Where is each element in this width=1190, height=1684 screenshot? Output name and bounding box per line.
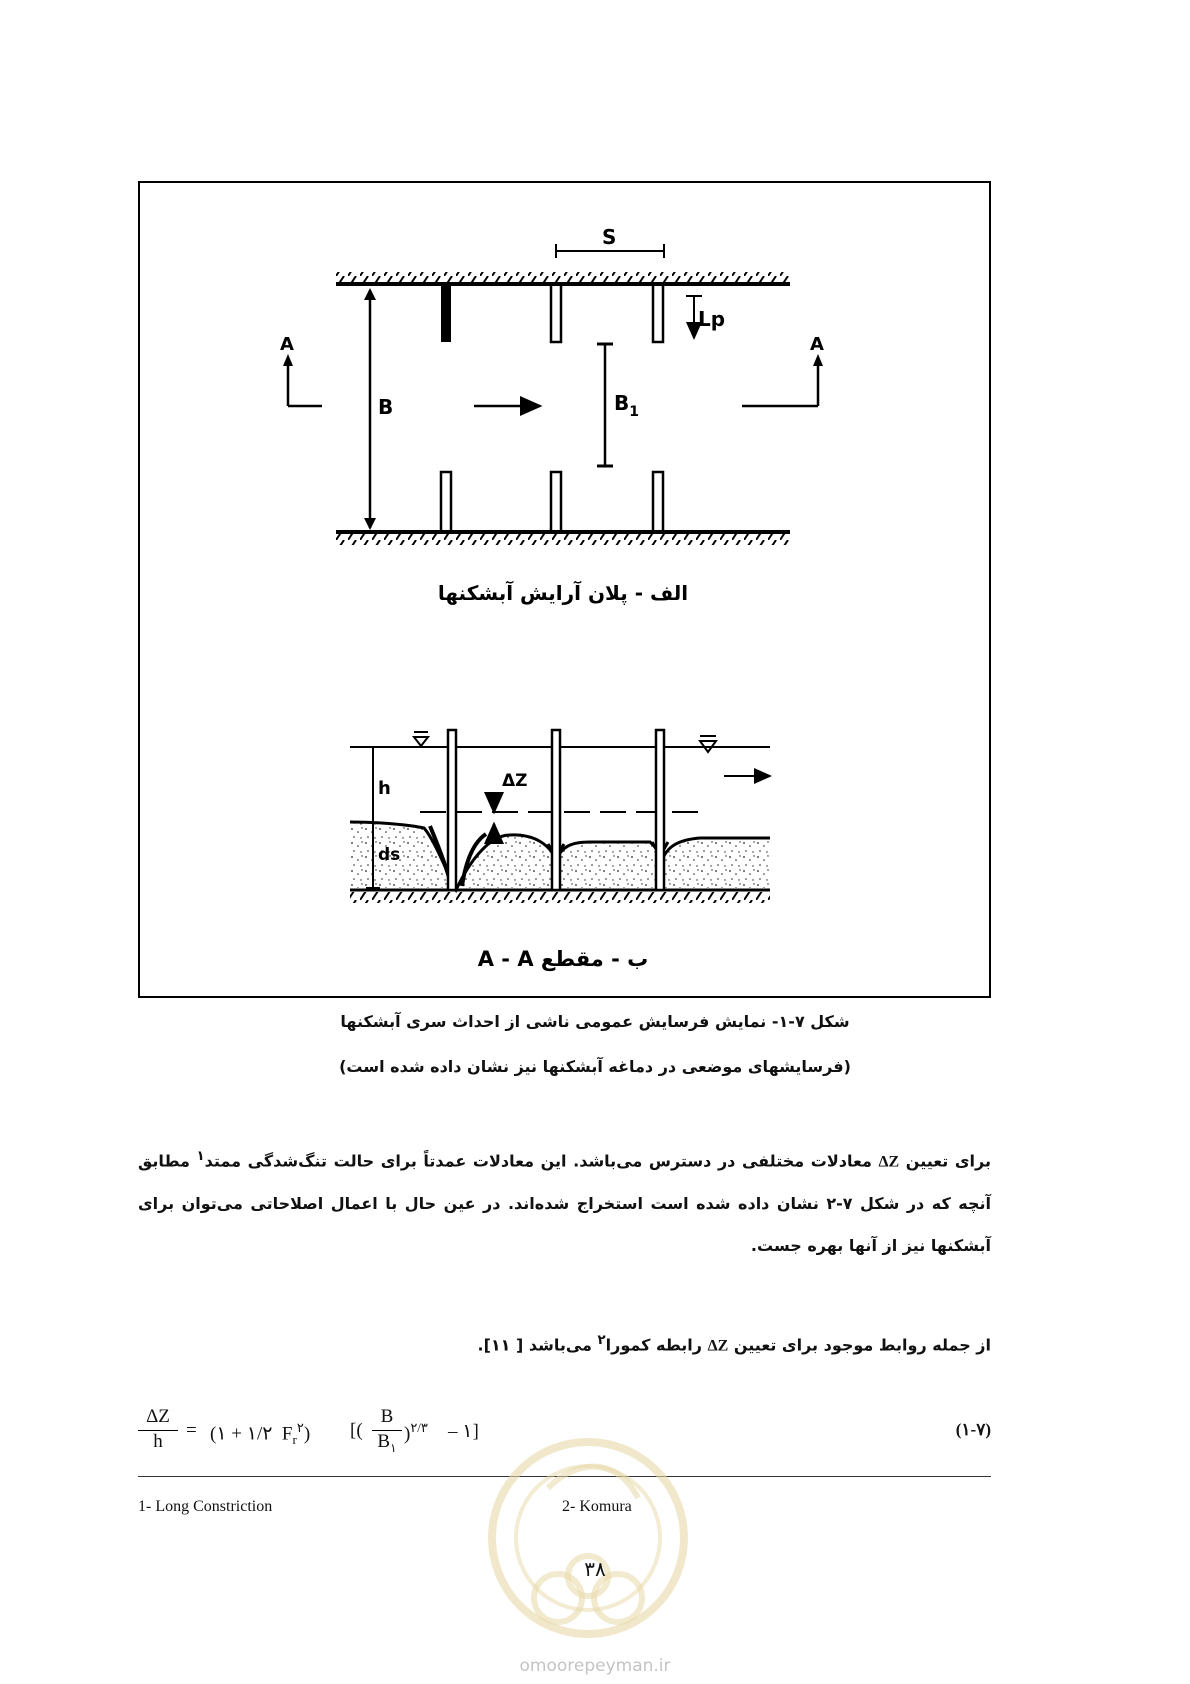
equation-denominator: h [138,1430,178,1453]
water-level-symbol-1 [414,737,428,746]
paragraph-1-text-c: مطابق آنچه که در شکل ۷-۲ نشان داده شده است استخراج شده‌اند. در عین حال با اعمال اصلاحاتی می‌توان برای آبشکنها نیز از آنها بهره جست. [138,1151,991,1256]
b-label: B [378,395,394,419]
paragraph-2-text-c: می‌باشد [ ۱۱]. [477,1335,592,1355]
figure-caption-line-1: شکل ۷-۱- نمایش فرسایش عمومی ناشی از احداث سری آبشکنها [340,1012,850,1031]
equation-b-denominator: $B_۱$ [372,1430,402,1456]
groyne-bottom-2 [551,472,561,532]
delta-z-symbol: ΔZ [878,1153,900,1171]
top-bank-hatch [336,272,790,283]
channel-floor-hatch [350,892,770,903]
paragraph-2-text-b: رابطه کمورا [605,1335,702,1355]
footnote-marker-2: ۲ [597,1333,606,1348]
equation-term-2-open: [( [350,1420,363,1441]
section-view [350,730,770,971]
watermark-url: omoorepeyman.ir [519,1656,671,1676]
pile-2 [552,730,560,890]
pile-3 [656,730,664,890]
equation-equals: = [186,1420,197,1441]
lp-label: Lp [698,307,726,331]
footnote-1: 1- Long Constriction [138,1498,273,1515]
groyne-top-2 [551,284,561,342]
ds-label: ds [378,845,401,865]
equation-number: (۱-۷) [955,1420,991,1439]
paragraph-2 [138,1320,991,1367]
dz-label: ΔZ [502,771,528,791]
watermark-seal [478,1428,698,1658]
paragraph-1-text-a: برای تعیین [905,1151,991,1171]
section-a-left-label: A [280,334,294,355]
equation-term-2-close: )$^{۲/۳}$ [404,1420,428,1445]
s-label: S [602,225,617,249]
groyne-bottom-1 [441,472,451,532]
footnote-2: 2- Komura [562,1498,632,1515]
plan-view [280,225,824,606]
delta-z-symbol-2: ΔZ [707,1337,729,1355]
bottom-bank-hatch [336,534,790,545]
groyne-top-3 [653,284,663,342]
equation-term-1: (۱ + ۱/۲ $F_r^۲$) [210,1420,311,1448]
part-b-title: ب - مقطع A - A [477,947,649,971]
paragraph-1 [138,1136,991,1267]
equation-fraction [138,1406,178,1453]
figure-caption-line-2: (فرسایشهای موضعی در دماغه آبشکنها نیز نشان داده شده است) [339,1057,851,1076]
paragraph-2-text-a: از جمله روابط موجود برای تعیین [733,1335,991,1355]
paragraph-1-text-b: معادلات مختلفی در دسترس می‌باشد. این معادلات عمدتاً برای حالت تنگ‌شدگی ممتد [204,1151,872,1171]
h-label: h [378,778,391,799]
page-number: ۳۸ [584,1559,606,1581]
equation-term-2-end: – ۱] [448,1421,479,1442]
equation-b-numerator: B [380,1406,394,1427]
b1-label: $B_1$ [614,391,639,420]
groyne-bottom-3 [653,472,663,532]
section-a-right-label: A [810,334,824,355]
equation-b-fraction [372,1406,402,1456]
equation-numerator: ΔZ [146,1406,170,1427]
part-a-title: الف - پلان آرایش آبشکنها [437,581,689,605]
footnote-marker-1: ۱ [196,1149,205,1164]
pile-1 [448,730,456,890]
groyne-top-1 [441,284,451,342]
